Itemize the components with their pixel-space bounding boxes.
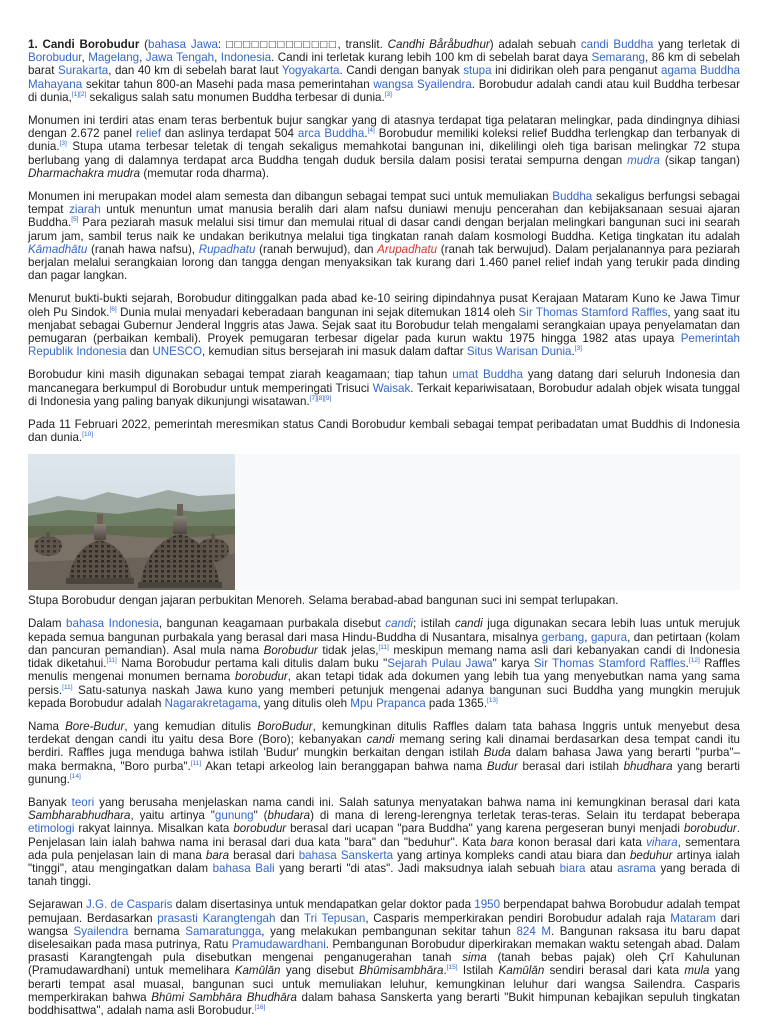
figure	[28, 454, 740, 590]
figure-caption: Stupa Borobudur dengan jajaran perbukitan Menoreh. Selama berabad-abad bangunan suci ini sempat terlupakan.	[28, 594, 619, 608]
intro-paragraph: 1. Candi Borobudur (bahasa Jawa: □□□□□□□□□□□□□, translit. Candhi Båråbudhur) adalah sebuah candi Buddha yang terletak di Borobudur, Magelang, Jawa Tengah, Indonesia. Candi ini terletak kurang lebih 100 km di sebelah barat daya Semarang, 86 km di sebelah barat Surakarta, dan 40 km di sebelah barat laut Yogyakarta. Candi dengan banyak stupa ini didirikan oleh para penganut agama Buddha Mahayana sekitar tahun 800-an Masehi pada masa pemerintahan wangsa Syailendra. Borobudur adalah candi atau kuil Buddha terbesar di dunia,[1][2] sekaligus salah satu monumen Buddha terbesar di dunia.[3]	[28, 38, 740, 104]
paragraph-6: Pada 11 Februari 2022, pemerintah meresmikan status Candi Borobudur kembali sebagai tempat peribadatan umat Buddhis di Indonesia dan dunia.[10]	[28, 418, 740, 445]
paragraph-3: Monumen ini merupakan model alam semesta dan dibangun sebagai tempat suci untuk memuliakan Buddha sekaligus berfungsi sebagai tempat ziarah untuk menuntun umat manusia beralih dari alam nafsu duniawi menuju pencerahan dan kebijaksanaan sesuai ajaran Buddha.[5] Para peziarah masuk melalui sisi timur dan memulai ritual di dasar candi dengan berjalan melingkari bangunan suci ini searah jarum jam, sambil terus naik ke undakan berikutnya melalui tiga tingkatan ranah dalam kosmologi Buddha. Ketiga tingkatan itu adalah Kāmadhātu (ranah hawa nafsu), Rupadhatu (ranah berwujud), dan Arupadhatu (ranah tak berwujud). Dalam perjalanannya para peziarah berjalan melalui serangkaian lorong dan tangga dengan menyaksikan tak kurang dari 1.460 panel relief indah yang terukir pada dinding dan pagar langkan.	[28, 190, 741, 283]
article-heading: 1. Candi Borobudur	[28, 38, 140, 51]
paragraph-5: Borobudur kini masih digunakan sebagai tempat ziarah keagamaan; tiap tahun umat Buddha yang datang dari seluruh Indonesia dan mancanegara berkumpul di Borobudur untuk memperingati Trisuci Waisak. Terkait kepariwisataan, Borobudur adalah objek wisata tunggal di Indonesia yang paling banyak dikunjungi wisatawan.[7][8][9]	[28, 368, 741, 408]
paragraph-10: Sejarawan J.G. de Casparis dalam disertasinya untuk mendapatkan gelar doktor pada 1950 berpendapat bahwa Borobudur adalah tempat pemujaan. Berdasarkan prasasti Karangtengah dan Tri Tepusan, Casparis memperkirakan pendiri Borobudur adalah raja Mataram dari wangsa Syailendra bernama Samaratungga, yang melakukan pembangunan sekitar tahun 824 M. Bangunan raksasa itu baru dapat diselesaikan pada masa putrinya, Ratu Pramudawardhani. Pembangunan Borobudur diperkirakan memakan waktu setengah abad. Dalam prasasti Karangtengah pula disebutkan mengenai penganugerahan tanah sima (tanah bebas pajak) oleh Çrī Kahulunan (Pramudawardhani) untuk memelihara Kamūlān yang disebut Bhūmisambhāra.[15] Istilah Kamūlān sendiri berasal dari kata mula yang berarti tempat asal muasal, bangunan suci untuk memuliakan leluhur, kemungkinan leluhur dari wangsa Sailendra. Casparis memperkirakan bahwa Bhūmi Sambhāra Bhudhāra dalam bahasa Sanskerta yang berarti "Bukit himpunan kebajikan sepuluh tingkatan boddhisattwa", adalah nama asli Borobudur.[16]	[28, 898, 741, 1017]
javanese-script: □□□□□□□□□□□□□	[225, 38, 338, 51]
paragraph-7: Dalam bahasa Indonesia, bangunan keagamaan purbakala disebut candi; istilah candi juga digunakan secara lebih luas untuk merujuk kepada semua bangunan purbakala yang berasal dari masa Hindu-Buddha di Nusantara, misalnya gerbang, gapura, dan petirtaan (kolam dan pancuran pemandian). Asal mula nama Borobudur tidak jelas,[11] meskipun memang nama asli dari kebanyakan candi di Indonesia tidak diketahui.[11] Nama Borobudur pertama kali ditulis dalam buku "Sejarah Pulau Jawa" karya Sir Thomas Stamford Raffles.[12] Raffles menulis mengenai monumen bernama borobudur, akan tetapi tidak ada dokumen yang lebih tua yang menyebutkan nama yang sama persis.[11] Satu-satunya naskah Jawa kuno yang memberi petunjuk mengenai adanya bangunan suci Buddha yang mungkin merujuk kepada Borobudur adalah Nagarakretagama, yang ditulis oleh Mpu Prapanca pada 1365.[13]	[28, 617, 740, 710]
borobudur-stupa-photo[interactable]	[28, 454, 235, 590]
link-bahasa-jawa[interactable]: bahasa Jawa	[148, 38, 218, 51]
paragraph-4: Menurut bukti-bukti sejarah, Borobudur ditinggalkan pada abad ke-10 seiring dipindahnya pusat Kerajaan Mataram Kuno ke Jawa Timur oleh Pu Sindok.[6] Dunia mulai menyadari keberadaan bangunan ini sejak ditemukan 1814 oleh Sir Thomas Stamford Raffles, yang saat itu menjabat sebagai Gubernur Jenderal Inggris atas Jawa. Sejak saat itu Borobudur telah mengalami serangkaian upaya penyelamatan dan pemugaran (perbaikan kembali). Proyek pemugaran terbesar digelar pada kurun waktu 1975 hingga 1982 atas upaya Pemerintah Republik Indonesia dan UNESCO, kemudian situs bersejarah ini masuk dalam daftar Situs Warisan Dunia.[3]	[28, 292, 740, 359]
paragraph-9: Banyak teori yang berusaha menjelaskan nama candi ini. Salah satunya menyatakan bahwa nama ini kemungkinan berasal dari kata Sambharabhudhara, yaitu artinya "gunung" (bhudara) di mana di lereng-lerengnya terletak teras-teras. Selain itu terdapat beberapa etimologi rakyat lainnya. Misalkan kata borobudur berasal dari ucapan "para Buddha" yang karena pergeseran bunyi menjadi borobudur. Penjelasan lain ialah bahwa nama ini berasal dari dua kata "bara" dan "beduhur". Kata bara konon berasal dari kata vihara, sementara ada pula penjelasan lain di mana bara berasal dari bahasa Sanskerta yang artinya kompleks candi atau biara dan beduhur artinya ialah "tinggi", atau mengingatkan dalam bahasa Bali yang berarti "di atas". Jadi maksudnya ialah sebuah biara atau asrama yang berada di tanah tinggi.	[28, 795, 740, 889]
paragraph-8: Nama Bore-Budur, yang kemudian ditulis BoroBudur, kemungkinan ditulis Raffles dalam tata bahasa Inggris untuk menyebut desa terdekat dengan candi itu yaitu desa Bore (Boro); kebanyakan candi memang sering kali dinamai berdasarkan desa tempat candi itu berdiri. Raffles juga menduga bahwa istilah 'Budur' mungkin berkaitan dengan istilah Buda dalam bahasa Jawa yang berarti "purba"– maka bermakna, "Boro purba".[11] Akan tetapi arkeolog lain beranggapan bahwa nama Budur berasal dari istilah bhudhara yang berarti gunung.[14]	[28, 719, 740, 786]
paragraph-2: Monumen ini terdiri atas enam teras berbentuk bujur sangkar yang di atasnya terdapat tiga pelataran melingkar, pada dindingnya dihiasi dengan 2.672 panel relief dan aslinya terdapat 504 arca Buddha.[4] Borobudur memiliki koleksi relief Buddha terlengkap dan terbanyak di dunia.[3] Stupa utama terbesar teletak di tengah sekaligus memahkotai bangunan ini, dikelilingi oleh tiga barisan melingkar 72 stupa berlubang yang di dalamnya terdapat arca Buddha tengah duduk bersila dalam posisi teratai sempurna dengan mudra (sikap tangan) Dharmachakra mudra (memutar roda dharma).	[28, 114, 741, 180]
